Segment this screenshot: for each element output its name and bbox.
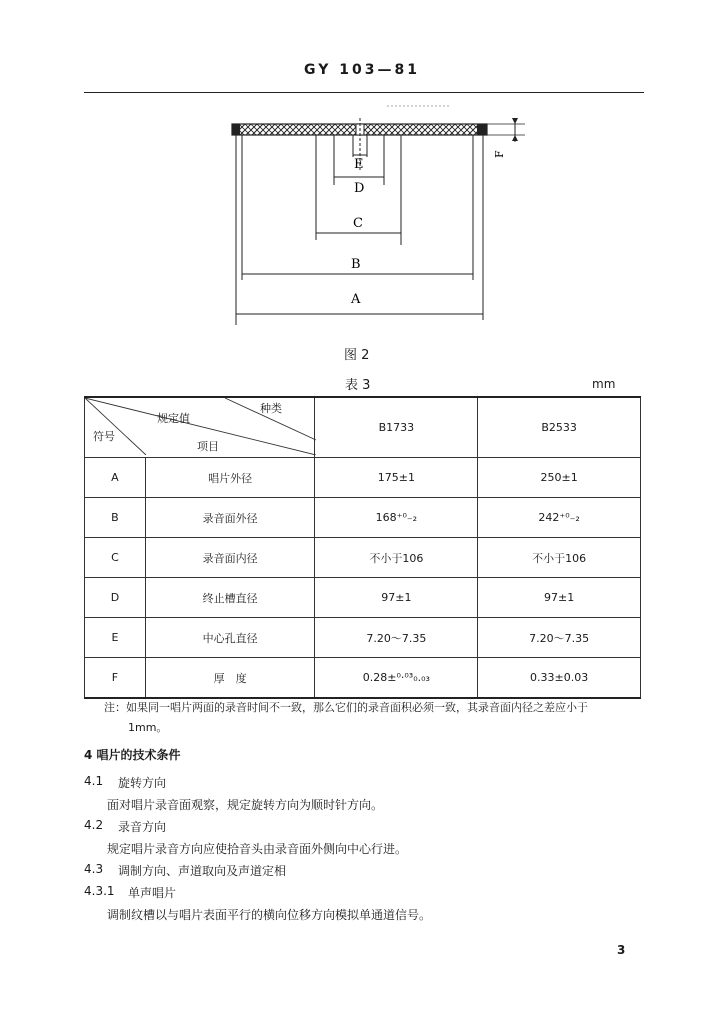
record-rim-left: [232, 124, 240, 135]
section-4-3-number: 4.3: [84, 862, 104, 876]
row-symbol: E: [85, 618, 146, 658]
label-B: B: [351, 257, 361, 272]
corner-item: 项目: [197, 440, 219, 453]
table-corner-cell: [85, 397, 315, 458]
row-item: 录音面内径: [145, 538, 315, 578]
row-symbol: B: [85, 498, 146, 538]
figure-caption: 图 2: [344, 348, 370, 363]
table-caption: 表 3: [345, 378, 371, 393]
section-4-2-title: 录音方向: [118, 820, 167, 834]
spec-table: [84, 396, 641, 699]
row-b1733: 175±1: [315, 458, 478, 498]
row-item: 录音面外径: [145, 498, 315, 538]
row-b2533: 7.20～7.35: [478, 618, 641, 658]
row-b1733: 不小于106: [315, 538, 478, 578]
row-item: 中心孔直径: [145, 618, 315, 658]
label-E: E: [354, 157, 364, 172]
corner-specified-value: 规定值: [157, 412, 190, 425]
section-4-1-number: 4.1: [84, 774, 104, 788]
label-A: A: [351, 292, 361, 307]
corner-category: 种类: [260, 402, 282, 415]
note-line-1: 注：如果同一唱片两面的录音时间不一致，那么它们的录音面积必须一致，其录音面内径之差应小于: [104, 701, 588, 714]
table-row: [85, 458, 641, 498]
row-item: 厚 度: [145, 658, 315, 699]
row-b2533: 97±1: [478, 578, 641, 618]
row-item: 唱片外径: [145, 458, 315, 498]
section-4-1-title: 旋转方向: [118, 776, 167, 790]
row-symbol: C: [85, 538, 146, 578]
corner-symbol: 符号: [93, 430, 115, 443]
table-row: [85, 618, 641, 658]
row-symbol: F: [85, 658, 146, 699]
row-b2533: 不小于106: [478, 538, 641, 578]
column-header-b2533: B2533: [478, 397, 641, 458]
row-b2533: 242⁺⁰₋₂: [478, 498, 641, 538]
section-4-3-1-number: 4.3.1: [84, 884, 115, 898]
row-b2533: 250±1: [478, 458, 641, 498]
section-4-title: 4 唱片的技术条件: [84, 748, 181, 762]
table-unit: mm: [592, 377, 616, 391]
row-b1733: 7.20～7.35: [315, 618, 478, 658]
label-C: C: [353, 216, 363, 231]
row-symbol: D: [85, 578, 146, 618]
table-row: [85, 538, 641, 578]
label-D: D: [354, 181, 365, 196]
table-row: [85, 578, 641, 618]
record-dimension-diagram: [215, 100, 545, 340]
section-4-3-1-title: 单声唱片: [128, 886, 177, 900]
standard-code-header: GY 103—81: [304, 62, 420, 78]
row-b1733: 0.28±⁰·⁰³₀.₀₃: [315, 658, 478, 699]
record-rim-right: [477, 124, 487, 135]
row-b2533: 0.33±0.03: [478, 658, 641, 699]
column-header-b1733: B1733: [315, 397, 478, 458]
section-4-3-title: 调制方向、声道取向及声道定相: [118, 864, 287, 878]
section-4-3-1-text: 调制纹槽以与唱片表面平行的横向位移方向模拟单通道信号。: [107, 908, 432, 922]
table-note: [104, 698, 644, 738]
page-number: 3: [617, 943, 626, 957]
row-item: 终止槽直径: [145, 578, 315, 618]
row-b1733: 97±1: [315, 578, 478, 618]
section-4-2-text: 规定唱片录音方向应使拾音头由录音面外侧向中心行进。: [107, 842, 408, 856]
note-line-2: 1mm。: [128, 721, 168, 734]
row-b1733: 168⁺⁰₋₂: [315, 498, 478, 538]
table-row: [85, 498, 641, 538]
table-row: [85, 658, 641, 699]
label-F: F: [493, 150, 506, 158]
table-header-row: [85, 397, 641, 458]
header-rule: [84, 92, 644, 93]
section-4-1-text: 面对唱片录音面观察，规定旋转方向为顺时针方向。: [107, 798, 384, 812]
row-symbol: A: [85, 458, 146, 498]
section-4-2-number: 4.2: [84, 818, 104, 832]
